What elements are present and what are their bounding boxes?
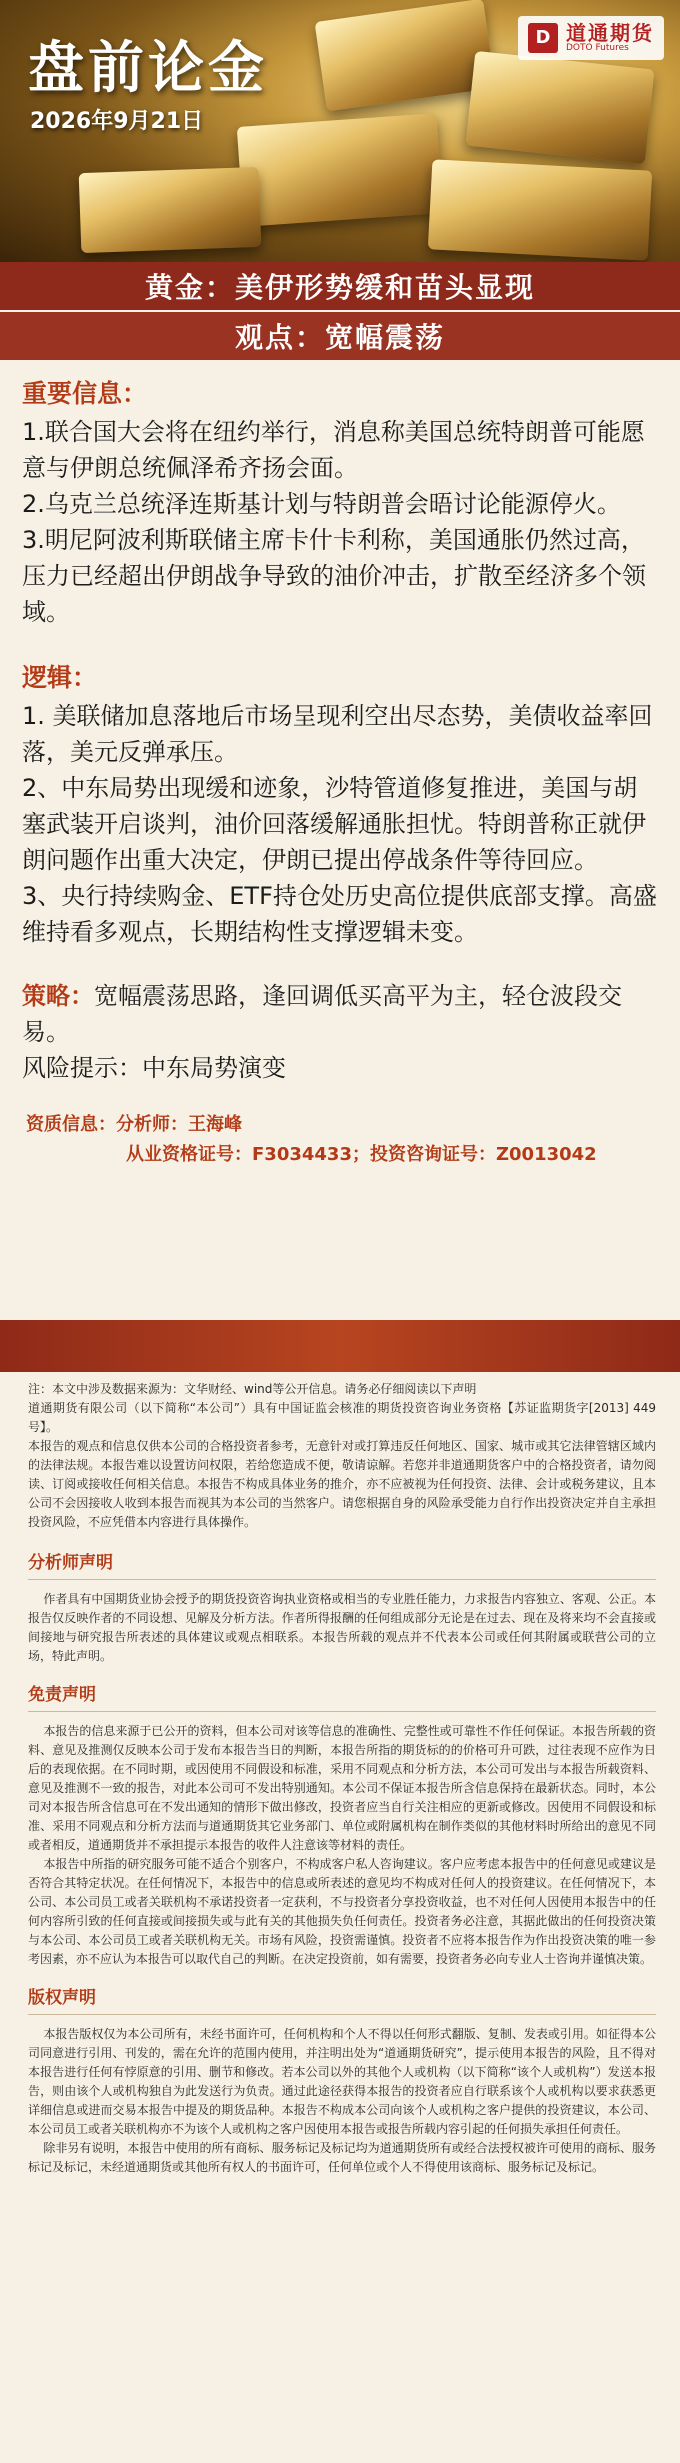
key-info-item: 1.联合国大会将在纽约举行，消息称美国总统特朗普可能愿意与伊朗总统佩泽希齐扬会面。 bbox=[22, 418, 645, 482]
analyst-license: 从业资格证号：F3034433；投资咨询证号：Z0013042 bbox=[126, 1144, 597, 1165]
analyst-statement-heading: 分析师声明 bbox=[28, 1553, 113, 1573]
gold-bar-image bbox=[237, 113, 443, 227]
main-content bbox=[0, 360, 680, 1170]
gold-bar-image bbox=[315, 0, 496, 111]
analyst-statement-text: 作者具有中国期货业协会授予的期货投资咨询执业资格或相当的专业胜任能力，力求报告内容独立、客观、公正。本报告仅反映作者的不同设想、见解及分析方法。作者所得报酬的任何组成部分无论是在过去、现在及将来均不会直接或间接地与研究报告所表述的具体建议或观点相联系。本报告所载的观点并不代表本公司或任何其附属或联营公司的立场，特此声明。 bbox=[28, 1592, 656, 1663]
disclaimer-text: 本报告的信息来源于已公开的资料，但本公司对该等信息的准确性、完整性或可靠性不作任何保证。本报告所载的资料、意见及推测仅反映本公司于发布本报告当日的判断，本报告所指的期货标的的价格可升可跌，过往表现不应作为日后的表现依据。在不同时期，或因使用不同假设和标准，采用不同观点和分析方法，本公司可发出与本报告所载资料、意见及推测不一致的报告，对此本公司可不发出特别通知。本公司不保证本报告所含信息保持在最新状态。同时，本公司对本报告所含信息可在不发出通知的情形下做出修改，投资者应当自行关注相应的更新或修改。因使用不同假设和标准、采用不同观点和分析方法而与道通期货其它业务部门、单位或附属机构在制作类似的其他材料时所给出的意见不同或者相反，道通期货并不承担提示本报告的收件人注意该等材料的责任。 本报告中所指的研究服务可能不适合个别客户，不构成客户私人咨询建议。客户应考虑本报告中的任何意见或建议是否符合其特定状况。在任何情况下，本报告中的信息或所表述的意见均不构成对任何人的投资建议。在任何情况下，本公司、本公司员工或者关联机构不承诺投资者一定获利，不与投资者分享投资收益，也不对任何人因使用本报告中的任何内容所引致的任何直接或间接损失或与此有关的其他损失负任何责任。投资者务必注意，其据此做出的任何投资决策与本公司、本公司员工或者关联机构无关。市场有风险，投资需谨慎。投资者不应将本报告作为作出投资决策的唯一参考因素，亦不应认为本报告可以取代自己的判断。在决定投资前，如有需要，投资者务必向专业人士咨询并谨慎决策。 bbox=[28, 1724, 656, 1966]
section-divider bbox=[28, 2014, 656, 2015]
key-info-item: 2.乌克兰总统泽连斯基计划与特朗普会晤讨论能源停火。 bbox=[22, 490, 621, 518]
analyst-info bbox=[26, 1110, 660, 1170]
page-title: 盘前论金 bbox=[28, 36, 268, 101]
logo-name-cn: 道通期货 bbox=[566, 21, 654, 45]
logic-item: 3、央行持续购金、ETF持仓处历史高位提供底部支撑。高盛维持看多观点，长期结构性支撑逻辑未变。 bbox=[22, 882, 657, 946]
analyst-name: 资质信息：分析师：王海峰 bbox=[26, 1114, 242, 1135]
strategy-label: 策略： bbox=[22, 982, 94, 1010]
gold-banner bbox=[0, 0, 680, 262]
company-logo bbox=[518, 16, 664, 60]
gold-bar-image bbox=[466, 51, 655, 164]
disclaimer-heading: 免责声明 bbox=[28, 1685, 96, 1705]
strategy-block bbox=[22, 978, 660, 1050]
logic-heading: 逻辑： bbox=[22, 663, 98, 692]
gold-bar-image bbox=[428, 159, 652, 260]
key-info-heading: 重要信息： bbox=[22, 379, 148, 408]
copyright-heading: 版权声明 bbox=[28, 1988, 96, 2008]
data-source-notice: 注：本文中涉及数据来源为：文华财经、wind等公开信息。请务必仔细阅读以下声明 道通期货有限公司（以下简称“本公司”）具有中国证监会核准的期货投资咨询业务资格【苏证监期货字[2013] 449号】。 本报告的观点和信息仅供本公司的合格投资者参考，无意针对或打算违反任何地区、国家、城市或其它法律管辖区域内的法律法规。本报告难以设置访问权限，若给您造成不便，敬请谅解。若您并非道通期货客户中的合格投资者，请勿阅读、订阅或接收任何相关信息。本报告不构成具体业务的推介，亦不应被视为任何投资、法律、会计或税务建议，且本公司不会因接收人收到本报告而视其为本公司的当然客户。请您根据自身的风险承受能力自行作出投资决定并自主承担投资风险，不应凭借本内容进行具体操作。 bbox=[28, 1382, 656, 1529]
section-divider bbox=[28, 1579, 656, 1580]
view-banner: 观点：宽幅震荡 bbox=[0, 312, 680, 360]
logic-item: 2、中东局势出现缓和迹象，沙特管道修复推进，美国与胡塞武装开启谈判，油价回落缓解通胀担忧。特朗普称正就伊朗问题作出重大决定，伊朗已提出停战条件等待回应。 bbox=[22, 774, 646, 874]
logic-item: 1. 美联储加息落地后市场呈现利空出尽态势，美债收益率回落，美元反弹承压。 bbox=[22, 702, 653, 766]
headline-banner: 黄金：美伊形势缓和苗头显现 bbox=[0, 262, 680, 310]
gold-bar-image bbox=[79, 167, 262, 253]
logo-name-en: DOTO Futures bbox=[566, 43, 629, 53]
copyright-text: 本报告版权仅为本公司所有，未经书面许可，任何机构和个人不得以任何形式翻版、复制、发表或引用。如征得本公司同意进行引用、刊发的，需在允许的范围内使用，并注明出处为“道通期货研究”，提示使用本报告的风险，且不得对本报告进行任何有悖原意的引用、删节和修改。若本公司以外的其他个人或机构（以下简称“该个人或机构”）发送本报告，则由该个人或机构独自为此发送行为负责。通过此途径获得本报告的投资者应自行联系该个人或机构以要求获悉更详细信息或进而交易本报告中提及的期货品种。本报告不构成本公司向该个人或机构之客户提供的投资建议，本公司、本公司员工或者关联机构亦不为该个人或机构之客户因使用本报告或报告所载内容引起的任何损失承担任何责任。 除非另有说明，本报告中使用的所有商标、服务标记及标记均为道通期货所有或经合法授权被许可使用的商标、服务标记及标记，未经道通期货或其他所有权人的书面许可，任何单位或个人不得使用该商标、服务标记及标记。 bbox=[28, 2027, 656, 2174]
section-divider bbox=[28, 1711, 656, 1712]
risk-note: 风险提示：中东局势演变 bbox=[22, 1054, 286, 1082]
legal-section bbox=[0, 1380, 680, 2177]
strategy-text: 宽幅震荡思路，逢回调低买高平为主，轻仓波段交易。 bbox=[22, 982, 622, 1046]
divider-band bbox=[0, 1320, 680, 1372]
key-info-item: 3.明尼阿波利斯联储主席卡什卡利称，美国通胀仍然过高，压力已经超出伊朗战争导致的油价冲击，扩散至经济多个领域。 bbox=[22, 526, 646, 626]
logo-icon: D bbox=[528, 23, 558, 53]
report-date: 2026年9月21日 bbox=[30, 109, 204, 134]
